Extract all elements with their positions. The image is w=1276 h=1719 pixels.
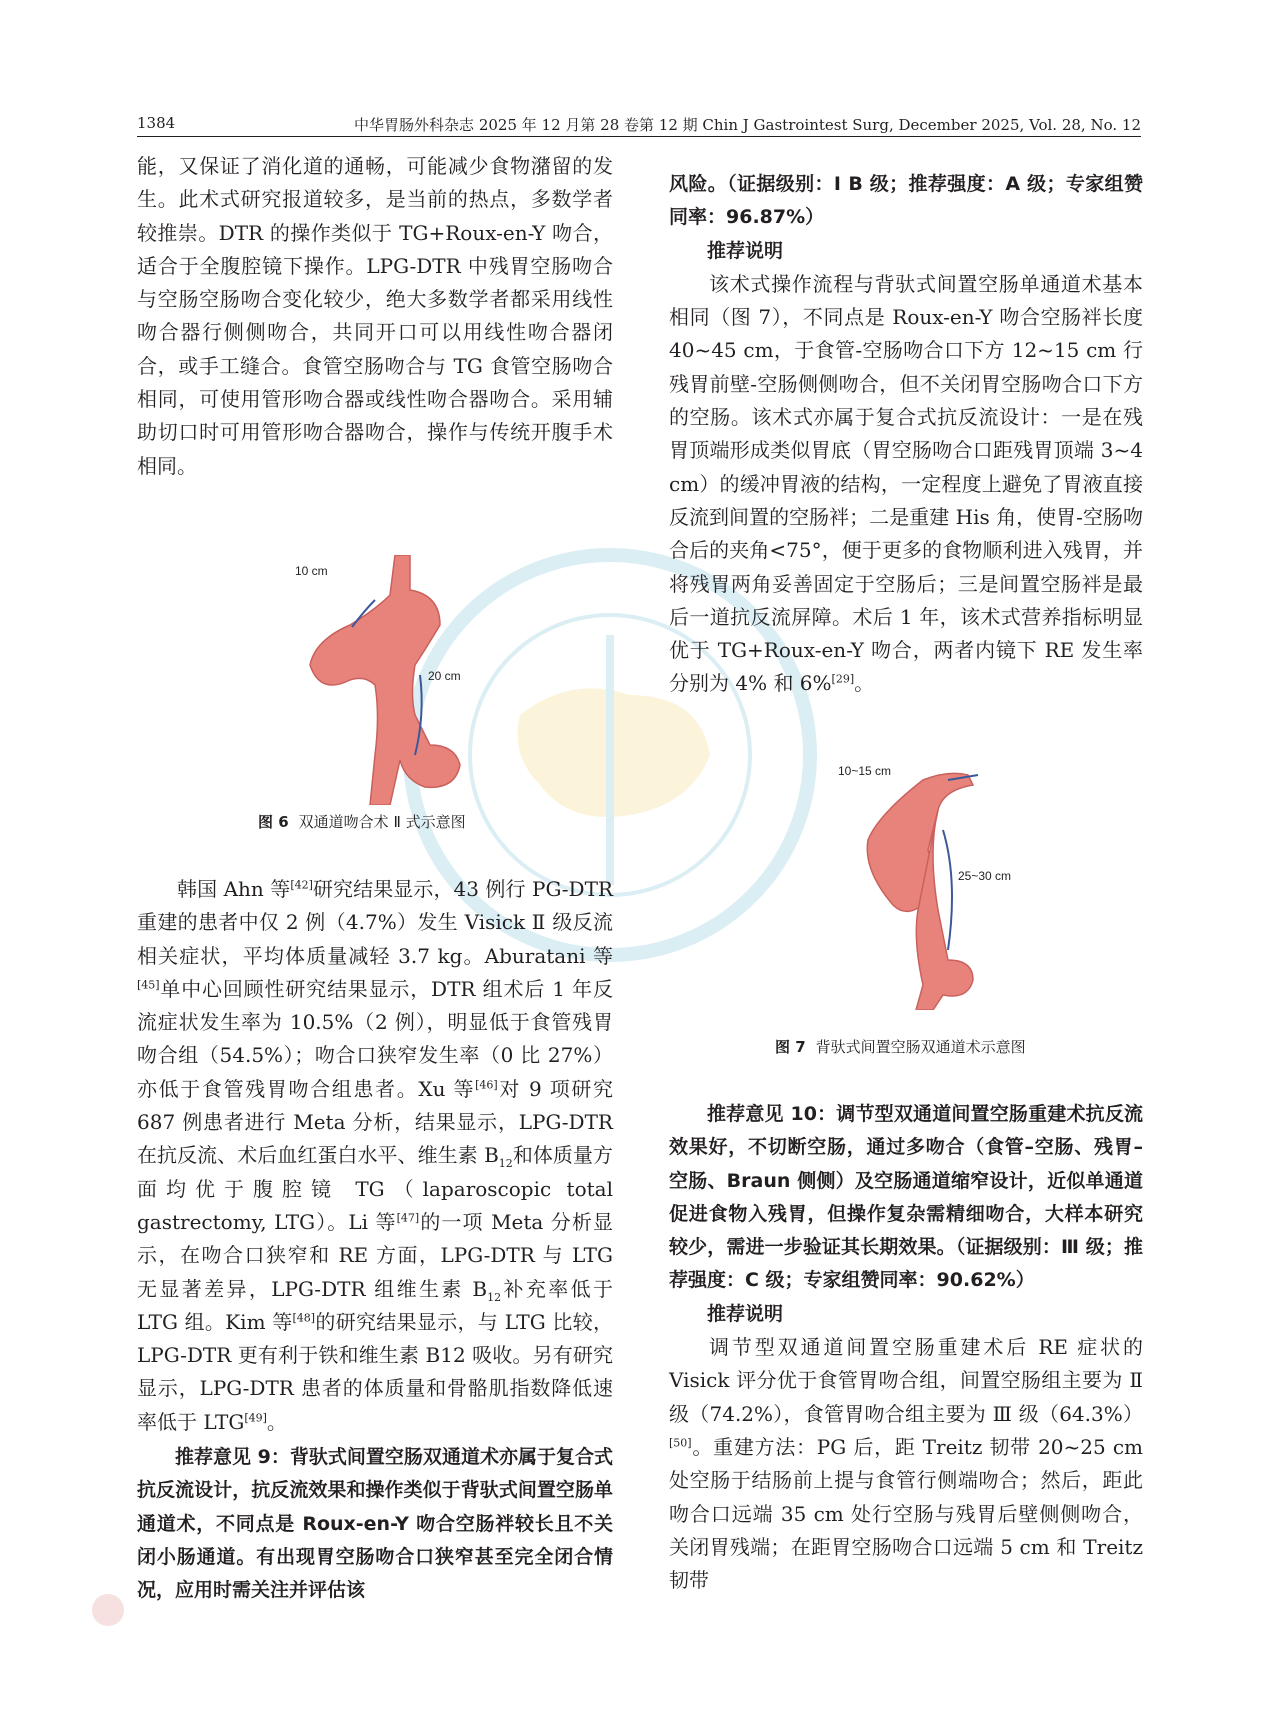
figure-6 bbox=[290, 555, 490, 805]
publisher-logo bbox=[88, 1590, 448, 1634]
p4-text-1: 调节型双通道间置空肠重建术后 RE 症状的 Visick 评分优于食管胃吻合组，间置空肠组主要为 Ⅱ 级（74.2%），食管胃吻合组主要为 Ⅲ 级（64.3%） bbox=[669, 1335, 1143, 1426]
fig6-measure-side: 20 cm bbox=[428, 669, 461, 683]
ref-42: [42] bbox=[290, 878, 313, 892]
fig7-measure-side: 25~30 cm bbox=[958, 869, 1012, 883]
paragraph-method bbox=[669, 268, 1143, 701]
p2-text-7: 补充率低于 LTG 组。Kim 等 bbox=[137, 1276, 613, 1334]
ref-49: [49] bbox=[244, 1411, 267, 1425]
sub-12-b: 12 bbox=[487, 1290, 502, 1304]
p2-text-3: 单中心回顾性研究结果显示，DTR 组术后 1 年反流症状发生率为 10.5%（2 例），明显低于食管残胃吻合组（54.5%）；吻合口狭窄发生率（0 比 27%）亦低于食管残胃吻合组患者。Xu 等 bbox=[137, 976, 613, 1101]
paragraph-studies bbox=[137, 873, 613, 1439]
figure-6-caption bbox=[258, 811, 466, 832]
recommendation-9: 推荐意见 9：背驮式间置空肠双通道术亦属于复合式抗反流设计，抗反流效果和操作类似于背驮式间置空肠单通道术，不同点是 Roux-en-Y 吻合空肠袢较长且不关闭小肠通道。有出现胃空肠吻合口狭窄甚至完全闭合情况，应用时需关注并评估该 bbox=[137, 1446, 613, 1602]
p2-text-4: 对 9 项研究 687 例患者进行 Meta 分析，结果显示，LPG-DTR 在抗反流、术后血红蛋白水平、维生素 B bbox=[137, 1076, 613, 1168]
journal-line: 中华胃肠外科杂志 2025 年 12 月第 28 卷第 12 期 Chin J Gastrointest Surg, December 2025, Vol. 28, No. 12 bbox=[354, 116, 1141, 134]
ref-45: [45] bbox=[137, 978, 160, 992]
fig6-measure-top: 10 cm bbox=[295, 564, 328, 578]
paragraph-dtr: 能，又保证了消化道的通畅，可能减少食物潴留的发生。此术式研究报道较多，是当前的热点，多数学者较推崇。DTR 的操作类似于 TG+Roux-en-Y 吻合，适合于全腹腔镜下操作。LPG-DTR 中残胃空肠吻合与空肠空肠吻合变化较少，绝大多数学者都采用线性吻合器行侧侧吻合，共同开口可以用线性吻合器闭合，或手工缝合。食管空肠吻合与 TG 食管空肠吻合相同，可使用管形吻合器或线性吻合器吻合。采用辅助切口时可用管形吻合器吻合，操作与传统开腹手术相同。 bbox=[137, 154, 613, 478]
p2-text-9: 。 bbox=[266, 1409, 287, 1434]
right-column-bottom bbox=[669, 1098, 1143, 1597]
page-number: 1384 bbox=[137, 114, 176, 132]
fig7-measure-top: 10~15 cm bbox=[838, 764, 892, 778]
ref-48: [48] bbox=[292, 1311, 316, 1325]
p4-text-2: 。重建方法：PG 后，距 Treitz 韧带 20~25 cm 处空肠于结肠前上提与食管行侧端吻合；然后，距此吻合口远端 35 cm 处行空肠与残胃后壁侧侧吻合，关闭胃残端；在距胃空肠吻合口远端 5 cm 和 Treitz 韧带 bbox=[669, 1434, 1143, 1593]
sub-12-a: 12 bbox=[498, 1157, 513, 1171]
figure-6-label: 图 6 bbox=[258, 813, 289, 831]
ref-46: [46] bbox=[475, 1078, 498, 1092]
recommendation-9-end: 风险。（证据级别：Ⅰ B 级；推荐强度：A 级；专家组赞同率：96.87%） bbox=[669, 173, 1143, 229]
figure-6-diagram bbox=[290, 555, 490, 805]
ref-29: [29] bbox=[831, 672, 855, 686]
p2-text-2: 研究结果显示，43 例行 PG-DTR 重建的患者中仅 2 例（4.7%）发生 Visick Ⅱ 级反流相关症状，平均体质量减轻 3.7 kg。Aburatani 等 bbox=[137, 877, 613, 968]
paragraph-reconstruction bbox=[669, 1331, 1143, 1597]
page-header bbox=[137, 112, 1141, 137]
ref-50: [50] bbox=[669, 1436, 692, 1450]
note-title-2: 推荐说明 bbox=[707, 1302, 784, 1325]
figure-7-caption-text: 背驮式间置空肠双通道术示意图 bbox=[815, 1038, 1026, 1056]
ref-47: [47] bbox=[396, 1211, 420, 1225]
publisher-logo-mark bbox=[88, 1590, 448, 1630]
p3-text-2: 。 bbox=[854, 671, 875, 696]
p2-text-1: 韩国 Ahn 等 bbox=[177, 877, 291, 901]
left-column-top bbox=[137, 150, 613, 483]
figure-7-caption bbox=[775, 1036, 1026, 1057]
p2-text-6: 的一项 Meta 分析显示，在吻合口狭窄和 RE 方面，LPG-DTR 与 LTG 无显著差异，LPG-DTR 组维生素 B bbox=[137, 1209, 613, 1301]
figure-6-caption-text: 双通道吻合术 Ⅱ 式示意图 bbox=[298, 813, 466, 831]
figure-7-diagram bbox=[828, 760, 1048, 1010]
recommendation-10: 推荐意见 10：调节型双通道间置空肠重建术抗反流效果好，不切断空肠，通过多吻合（食管–空肠、残胃–空肠、Braun 侧侧）及空肠通道缩窄设计，近似单通道促进食物入残胃，但操作复杂需精细吻合，大样本研究较少，需进一步验证其长期效果。（证据级别：Ⅲ 级；推荐强度：C 级；专家组赞同率：90.62%） bbox=[669, 1103, 1143, 1292]
figure-7-label: 图 7 bbox=[775, 1038, 806, 1056]
p2-text-5: 和体质量方面均优于腹腔镜 TG（laparoscopic total gastrectomy, LTG）。Li 等 bbox=[137, 1143, 614, 1234]
note-title: 推荐说明 bbox=[707, 239, 784, 262]
figure-7 bbox=[828, 760, 1048, 1010]
p2-text-8: 的研究结果显示，与 LTG 比较，LPG-DTR 更有利于铁和维生素 B12 吸收。另有研究显示，LPG-DTR 患者的体质量和骨骼肌指数降低速率低于 LTG bbox=[137, 1309, 614, 1434]
left-column-bottom bbox=[137, 873, 613, 1608]
right-column-top bbox=[669, 168, 1143, 701]
p3-text-1: 该术式操作流程与背驮式间置空肠单通道术基本相同（图 7），不同点是 Roux-en-Y 吻合空肠袢长度 40~45 cm，于食管-空肠吻合口下方 12~15 cm 行残胃前壁-空肠侧侧吻合，但不关闭胃空肠吻合口下方的空肠。该术式亦属于复合式抗反流设计：一是在残胃顶端形成类似胃底（胃空肠吻合口距残胃顶端 3~4 cm）的缓冲胃液的结构，一定程度上避免了胃液直接反流到间置的空肠袢；二是重建 His 角，使胃-空肠吻合后的夹角<75°，便于更多的食物顺利进入残胃，并将残胃两角妥善固定于空肠后；三是间置空肠袢是最后一道抗反流屏障。术后 1 年，该术式营养指标明显优于 TG+Roux-en-Y 吻合，两者内镜下 RE 发生率分别为 4% 和 6% bbox=[669, 271, 1143, 696]
